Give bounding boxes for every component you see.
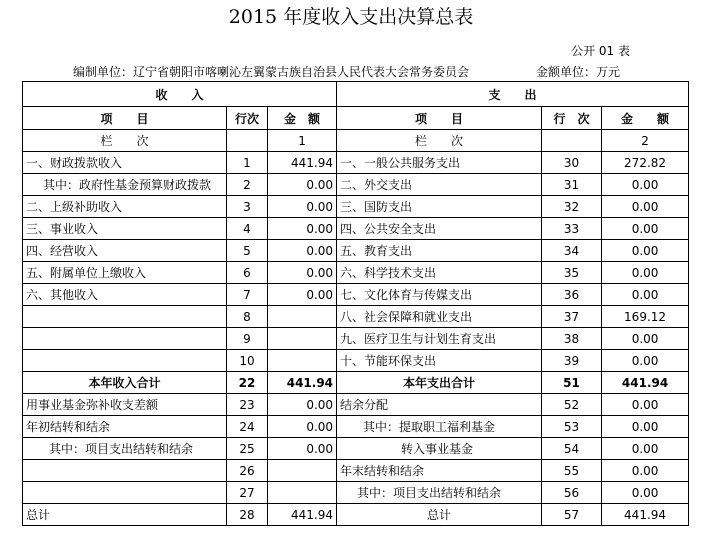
income-amount: 0.00 xyxy=(268,438,337,460)
expense-item: 其中：提取职工福利基金 xyxy=(337,416,542,438)
income-item xyxy=(23,306,227,328)
expense-item: 二、外交支出 xyxy=(337,174,542,196)
income-row-number: 22 xyxy=(227,372,268,394)
income-item: 其中：政府性基金预算财政拨款 xyxy=(23,174,227,196)
income-item: 二、上级补助收入 xyxy=(23,196,227,218)
income-amount: 0.00 xyxy=(268,262,337,284)
income-grand-total-label: 总计 xyxy=(23,504,227,526)
expense-item: 年末结转和结余 xyxy=(337,460,542,482)
expense-item: 三、国防支出 xyxy=(337,196,542,218)
expense-row-number: 54 xyxy=(542,438,602,460)
income-amount-header: 金 额 xyxy=(268,107,337,130)
expense-grand-total-label: 总计 xyxy=(337,504,542,526)
form-number: 公开 01 表 xyxy=(571,44,630,58)
income-row-number: 26 xyxy=(227,460,268,482)
column-number-label: 栏 次 xyxy=(337,130,542,152)
expense-amount: 0.00 xyxy=(602,174,689,196)
table-row xyxy=(23,350,689,372)
income-row-number: 23 xyxy=(227,394,268,416)
table-row xyxy=(23,328,689,350)
expense-amount: 0.00 xyxy=(602,262,689,284)
income-row-number: 2 xyxy=(227,174,268,196)
income-amount xyxy=(268,350,337,372)
expense-row-number: 39 xyxy=(542,350,602,372)
expense-row-number: 36 xyxy=(542,284,602,306)
expense-amount-header: 金 额 xyxy=(602,107,689,130)
income-item: 三、事业收入 xyxy=(23,218,227,240)
expense-amount: 0.00 xyxy=(602,394,689,416)
expense-row-number: 55 xyxy=(542,460,602,482)
unit-label: 金额单位：万元 xyxy=(536,65,621,79)
expense-item-header: 项 目 xyxy=(337,107,542,130)
table-row xyxy=(23,152,689,174)
expense-item: 六、科学技术支出 xyxy=(337,262,542,284)
income-item: 年初结转和结余 xyxy=(23,416,227,438)
expense-item: 十、节能环保支出 xyxy=(337,350,542,372)
income-item: 其中：项目支出结转和结余 xyxy=(23,438,227,460)
expense-row-header: 行 次 xyxy=(542,107,602,130)
income-item xyxy=(23,460,227,482)
income-amount xyxy=(268,328,337,350)
table-row xyxy=(23,394,689,416)
income-item xyxy=(23,328,227,350)
expense-amount: 0.00 xyxy=(602,284,689,306)
expense-total-amount: 441.94 xyxy=(602,372,689,394)
income-row-number: 1 xyxy=(227,152,268,174)
expense-row-number: 57 xyxy=(542,504,602,526)
table-row xyxy=(23,240,689,262)
expense-row-number: 30 xyxy=(542,152,602,174)
income-item-header: 项 目 xyxy=(23,107,227,130)
income-amount: 0.00 xyxy=(268,196,337,218)
expense-row-number: 56 xyxy=(542,482,602,504)
income-row-number: 4 xyxy=(227,218,268,240)
income-row-number: 10 xyxy=(227,350,268,372)
total-row xyxy=(23,372,689,394)
expense-row-number: 38 xyxy=(542,328,602,350)
income-section-header: 收 入 xyxy=(23,82,337,107)
income-row-number: 7 xyxy=(227,284,268,306)
income-item: 用事业基金弥补收支差额 xyxy=(23,394,227,416)
income-row-header: 行次 xyxy=(227,107,268,130)
column-number-label: 栏 次 xyxy=(23,130,227,152)
expense-row-number: 34 xyxy=(542,240,602,262)
expense-amount: 0.00 xyxy=(602,218,689,240)
table-row xyxy=(23,306,689,328)
expense-amount: 0.00 xyxy=(602,482,689,504)
income-amount: 0.00 xyxy=(268,394,337,416)
expense-row-number: 52 xyxy=(542,394,602,416)
report-title: 2015 年度收入支出决算总表 xyxy=(228,6,474,28)
budget-table xyxy=(22,81,689,526)
expense-amount: 0.00 xyxy=(602,438,689,460)
income-total-amount: 441.94 xyxy=(268,372,337,394)
income-row-number: 3 xyxy=(227,196,268,218)
income-amount: 441.94 xyxy=(268,152,337,174)
income-amount: 0.00 xyxy=(268,174,337,196)
expense-row-number: 32 xyxy=(542,196,602,218)
expense-item: 七、文化体育与传媒支出 xyxy=(337,284,542,306)
empty-cell xyxy=(542,130,602,152)
expense-amount: 0.00 xyxy=(602,240,689,262)
income-row-number: 5 xyxy=(227,240,268,262)
empty-cell xyxy=(227,130,268,152)
income-amount: 0.00 xyxy=(268,416,337,438)
expense-row-number: 37 xyxy=(542,306,602,328)
income-row-number: 25 xyxy=(227,438,268,460)
income-row-number: 27 xyxy=(227,482,268,504)
table-row xyxy=(23,284,689,306)
table-row xyxy=(23,482,689,504)
table-row xyxy=(23,460,689,482)
expense-amount: 272.82 xyxy=(602,152,689,174)
expense-item: 五、教育支出 xyxy=(337,240,542,262)
income-total-label: 本年收入合计 xyxy=(23,372,227,394)
income-amount xyxy=(268,482,337,504)
expense-row-number: 33 xyxy=(542,218,602,240)
table-row xyxy=(23,262,689,284)
expense-amount: 0.00 xyxy=(602,196,689,218)
income-amount xyxy=(268,460,337,482)
expense-grand-total-amount: 441.94 xyxy=(602,504,689,526)
income-row-number: 8 xyxy=(227,306,268,328)
income-item xyxy=(23,482,227,504)
income-amount: 0.00 xyxy=(268,240,337,262)
expense-section-header: 支 出 xyxy=(337,82,689,107)
table-row xyxy=(23,438,689,460)
income-amount: 0.00 xyxy=(268,284,337,306)
expense-item: 一、一般公共服务支出 xyxy=(337,152,542,174)
income-row-number: 9 xyxy=(227,328,268,350)
expense-item: 八、社会保障和就业支出 xyxy=(337,306,542,328)
expense-row-number: 51 xyxy=(542,372,602,394)
income-item: 六、其他收入 xyxy=(23,284,227,306)
expense-item: 其中：项目支出结转和结余 xyxy=(337,482,542,504)
expense-amount: 0.00 xyxy=(602,460,689,482)
column-number: 1 xyxy=(268,130,337,152)
income-item xyxy=(23,350,227,372)
expense-item: 转入事业基金 xyxy=(337,438,542,460)
expense-total-label: 本年支出合计 xyxy=(337,372,542,394)
organization-label: 编制单位：辽宁省朝阳市喀喇沁左翼蒙古族自治县人民代表大会常务委员会 xyxy=(73,65,470,79)
income-grand-total-amount: 441.94 xyxy=(268,504,337,526)
table-row xyxy=(23,416,689,438)
income-row-number: 6 xyxy=(227,262,268,284)
expense-amount: 0.00 xyxy=(602,350,689,372)
expense-amount: 169.12 xyxy=(602,306,689,328)
grand-total-row xyxy=(23,504,689,526)
expense-amount: 0.00 xyxy=(602,416,689,438)
income-row-number: 28 xyxy=(227,504,268,526)
income-amount xyxy=(268,306,337,328)
income-item: 一、财政拨款收入 xyxy=(23,152,227,174)
expense-item: 结余分配 xyxy=(337,394,542,416)
income-row-number: 24 xyxy=(227,416,268,438)
expense-row-number: 35 xyxy=(542,262,602,284)
expense-item: 四、公共安全支出 xyxy=(337,218,542,240)
table-row xyxy=(23,174,689,196)
income-item: 四、经营收入 xyxy=(23,240,227,262)
income-item: 五、附属单位上缴收入 xyxy=(23,262,227,284)
expense-item: 九、医疗卫生与计划生育支出 xyxy=(337,328,542,350)
income-amount: 0.00 xyxy=(268,218,337,240)
column-number: 2 xyxy=(602,130,689,152)
table-row xyxy=(23,196,689,218)
expense-row-number: 31 xyxy=(542,174,602,196)
expense-row-number: 53 xyxy=(542,416,602,438)
expense-amount: 0.00 xyxy=(602,328,689,350)
table-row xyxy=(23,218,689,240)
